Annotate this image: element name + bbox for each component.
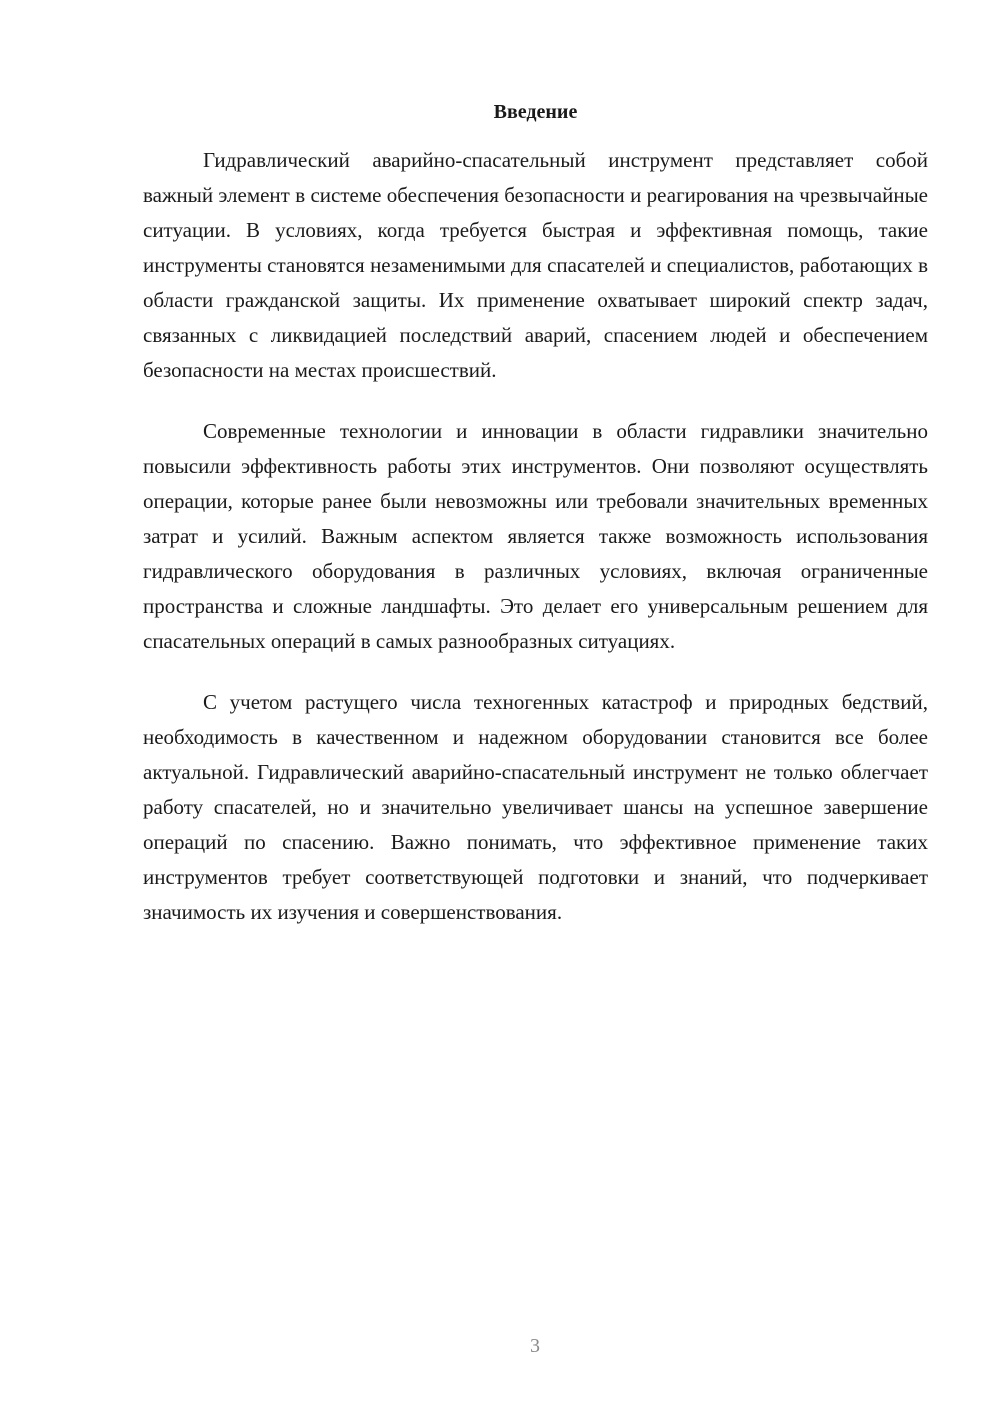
body-text [143,143,928,956]
paragraph-2: Современные технологии и инновации в области гидравлики значительно повысили эффективность работы этих инструментов. Они позволяют осуществлять операции, которые ранее были невозможны или требовали значительных временных затрат и усилий. Важным аспектом является также возможность использования гидравлического оборудования в различных условиях, включая ограниченные пространства и сложные ландшафты. Это делает его универсальным решением для спасательных операций в самых разнообразных ситуациях. [143,419,928,653]
section-heading: Введение [493,101,578,123]
paragraph-3: С учетом растущего числа техногенных катастроф и природных бедствий, необходимость в качественном и надежном оборудовании становится все более актуальной. Гидравлический аварийно-спасательный инструмент не только облегчает работу спасателей, но и значительно увеличивает шансы на успешное завершение операций по спасению. Важно понимать, что эффективное применение таких инструментов требует соответствующей подготовки и знаний, что подчеркивает значимость их изучения и совершенствования. [143,690,928,924]
page-number: 3 [530,1335,540,1357]
paragraph-1: Гидравлический аварийно-спасательный инструмент представляет собой важный элемент в системе обеспечения безопасности и реагирования на чрезвычайные ситуации. В условиях, когда требуется быстрая и эффективная помощь, такие инструменты становятся незаменимыми для спасателей и специалистов, работающих в области гражданской защиты. Их применение охватывает широкий спектр задач, связанных с ликвидацией последствий аварий, спасением людей и обеспечением безопасности на местах происшествий. [143,148,928,382]
